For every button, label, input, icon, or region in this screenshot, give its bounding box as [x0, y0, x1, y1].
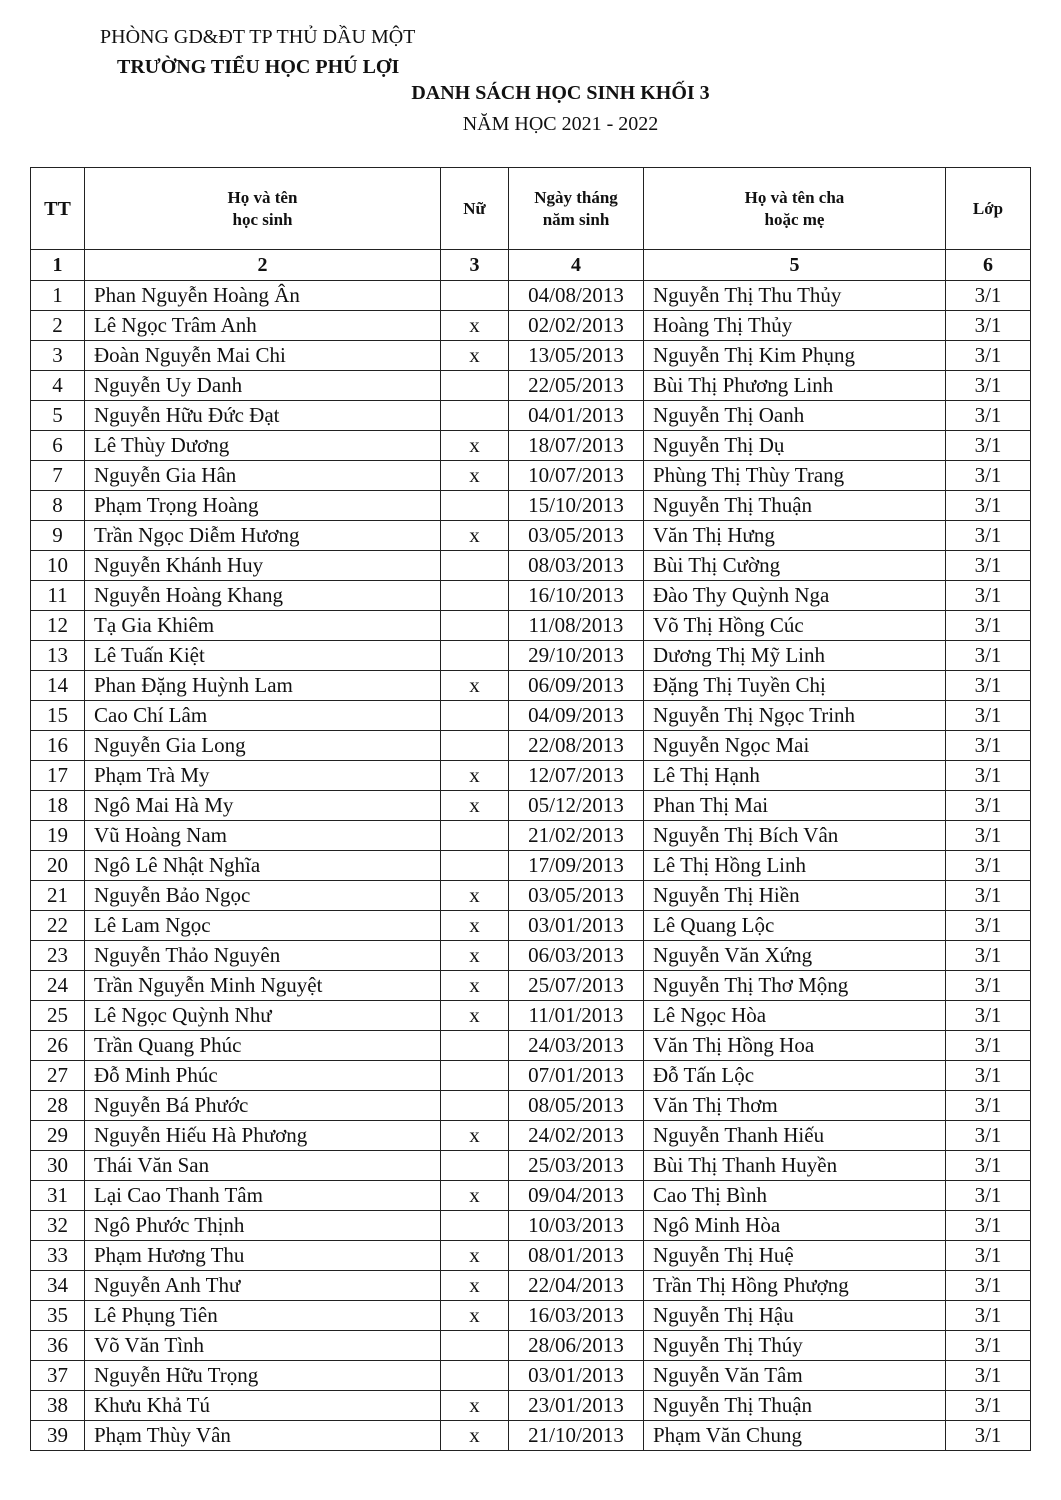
cell-female: x — [441, 971, 509, 1001]
cell-class: 3/1 — [946, 1121, 1031, 1151]
cell-female — [441, 1091, 509, 1121]
cell-class: 3/1 — [946, 461, 1031, 491]
cell-class: 3/1 — [946, 1391, 1031, 1421]
school-year: NĂM HỌC 2021 - 2022 — [462, 113, 659, 135]
cell-parent-name: Nguyễn Thị Thuận — [644, 1391, 946, 1421]
table-row — [31, 311, 1031, 341]
cell-student-name: Đỗ Minh Phúc — [85, 1061, 441, 1091]
cell-female: x — [441, 1181, 509, 1211]
cell-student-name: Lê Ngọc Quỳnh Như — [85, 1001, 441, 1031]
cell-dob: 22/04/2013 — [509, 1271, 644, 1301]
cell-tt: 17 — [31, 761, 85, 791]
cell-parent-name: Nguyễn Thị Oanh — [644, 401, 946, 431]
table-row — [31, 551, 1031, 581]
cell-class: 3/1 — [946, 1151, 1031, 1181]
cell-student-name: Lại Cao Thanh Tâm — [85, 1181, 441, 1211]
cell-student-name: Lê Phụng Tiên — [85, 1301, 441, 1331]
cell-class: 3/1 — [946, 971, 1031, 1001]
cell-tt: 34 — [31, 1271, 85, 1301]
cell-parent-name: Lê Thị Hồng Linh — [644, 851, 946, 881]
column-header-tt: TT — [31, 168, 85, 250]
cell-dob: 24/03/2013 — [509, 1031, 644, 1061]
cell-class: 3/1 — [946, 1211, 1031, 1241]
cell-dob: 10/07/2013 — [509, 461, 644, 491]
cell-student-name: Ngô Phước Thịnh — [85, 1211, 441, 1241]
cell-female: x — [441, 881, 509, 911]
table-row — [31, 761, 1031, 791]
cell-female — [441, 581, 509, 611]
cell-parent-name: Trần Thị Hồng Phượng — [644, 1271, 946, 1301]
cell-dob: 07/01/2013 — [509, 1061, 644, 1091]
cell-class: 3/1 — [946, 791, 1031, 821]
column-header-female: Nữ — [441, 168, 509, 250]
cell-class: 3/1 — [946, 1331, 1031, 1361]
cell-tt: 24 — [31, 971, 85, 1001]
cell-student-name: Cao Chí Lâm — [85, 701, 441, 731]
column-number-row — [31, 250, 1031, 281]
table-row — [31, 881, 1031, 911]
cell-female: x — [441, 791, 509, 821]
cell-parent-name: Nguyễn Thanh Hiếu — [644, 1121, 946, 1151]
cell-dob: 08/01/2013 — [509, 1241, 644, 1271]
cell-class: 3/1 — [946, 851, 1031, 881]
cell-female — [441, 401, 509, 431]
table-row — [31, 521, 1031, 551]
cell-female — [441, 731, 509, 761]
cell-tt: 33 — [31, 1241, 85, 1271]
cell-student-name: Nguyễn Uy Danh — [85, 371, 441, 401]
cell-dob: 13/05/2013 — [509, 341, 644, 371]
cell-tt: 16 — [31, 731, 85, 761]
cell-tt: 28 — [31, 1091, 85, 1121]
cell-class: 3/1 — [946, 1091, 1031, 1121]
cell-dob: 04/09/2013 — [509, 701, 644, 731]
cell-tt: 36 — [31, 1331, 85, 1361]
cell-student-name: Phạm Trọng Hoàng — [85, 491, 441, 521]
cell-student-name: Lê Tuấn Kiệt — [85, 641, 441, 671]
cell-dob: 22/05/2013 — [509, 371, 644, 401]
table-row — [31, 731, 1031, 761]
cell-dob: 16/03/2013 — [509, 1301, 644, 1331]
cell-parent-name: Dương Thị Mỹ Linh — [644, 641, 946, 671]
cell-dob: 25/03/2013 — [509, 1151, 644, 1181]
column-number: 6 — [946, 250, 1031, 281]
table-row — [31, 611, 1031, 641]
cell-parent-name: Bùi Thị Cường — [644, 551, 946, 581]
cell-tt: 38 — [31, 1391, 85, 1421]
cell-dob: 04/01/2013 — [509, 401, 644, 431]
cell-parent-name: Đào Thy Quỳnh Nga — [644, 581, 946, 611]
cell-dob: 03/05/2013 — [509, 521, 644, 551]
cell-student-name: Phạm Thùy Vân — [85, 1421, 441, 1451]
cell-student-name: Phạm Trà My — [85, 761, 441, 791]
cell-class: 3/1 — [946, 281, 1031, 311]
cell-tt: 37 — [31, 1361, 85, 1391]
cell-class: 3/1 — [946, 401, 1031, 431]
cell-parent-name: Nguyễn Thị Thu Thủy — [644, 281, 946, 311]
cell-student-name: Ngô Lê Nhật Nghĩa — [85, 851, 441, 881]
cell-female — [441, 1361, 509, 1391]
cell-parent-name: Lê Ngọc Hòa — [644, 1001, 946, 1031]
table-row — [31, 1361, 1031, 1391]
cell-dob: 29/10/2013 — [509, 641, 644, 671]
cell-female — [441, 1331, 509, 1361]
cell-parent-name: Văn Thị Hồng Hoa — [644, 1031, 946, 1061]
cell-class: 3/1 — [946, 1181, 1031, 1211]
table-row — [31, 1421, 1031, 1451]
cell-class: 3/1 — [946, 671, 1031, 701]
cell-tt: 1 — [31, 281, 85, 311]
cell-female — [441, 611, 509, 641]
cell-dob: 23/01/2013 — [509, 1391, 644, 1421]
cell-student-name: Nguyễn Hữu Đức Đạt — [85, 401, 441, 431]
cell-parent-name: Võ Thị Hồng Cúc — [644, 611, 946, 641]
cell-student-name: Lê Ngọc Trâm Anh — [85, 311, 441, 341]
table-row — [31, 1391, 1031, 1421]
cell-parent-name: Nguyễn Thị Bích Vân — [644, 821, 946, 851]
cell-female — [441, 551, 509, 581]
cell-class: 3/1 — [946, 881, 1031, 911]
cell-class: 3/1 — [946, 1361, 1031, 1391]
cell-parent-name: Nguyễn Thị Hiền — [644, 881, 946, 911]
cell-tt: 3 — [31, 341, 85, 371]
table-row — [31, 971, 1031, 1001]
cell-dob: 25/07/2013 — [509, 971, 644, 1001]
cell-dob: 28/06/2013 — [509, 1331, 644, 1361]
cell-dob: 12/07/2013 — [509, 761, 644, 791]
cell-student-name: Lê Lam Ngọc — [85, 911, 441, 941]
cell-tt: 15 — [31, 701, 85, 731]
cell-female: x — [441, 1121, 509, 1151]
cell-tt: 30 — [31, 1151, 85, 1181]
table-row — [31, 911, 1031, 941]
cell-class: 3/1 — [946, 1061, 1031, 1091]
column-header-dob: Ngày tháng năm sinh — [509, 168, 644, 250]
cell-student-name: Võ Văn Tình — [85, 1331, 441, 1361]
cell-tt: 2 — [31, 311, 85, 341]
cell-tt: 11 — [31, 581, 85, 611]
table-row — [31, 1241, 1031, 1271]
table-row — [31, 1091, 1031, 1121]
cell-female: x — [441, 431, 509, 461]
cell-student-name: Phan Nguyễn Hoàng Ân — [85, 281, 441, 311]
cell-female: x — [441, 1271, 509, 1301]
table-row — [31, 1331, 1031, 1361]
cell-tt: 5 — [31, 401, 85, 431]
cell-tt: 20 — [31, 851, 85, 881]
cell-class: 3/1 — [946, 611, 1031, 641]
cell-parent-name: Nguyễn Thị Dụ — [644, 431, 946, 461]
cell-tt: 22 — [31, 911, 85, 941]
cell-female — [441, 281, 509, 311]
cell-student-name: Nguyễn Hoàng Khang — [85, 581, 441, 611]
table-row — [31, 641, 1031, 671]
cell-dob: 21/02/2013 — [509, 821, 644, 851]
cell-class: 3/1 — [946, 731, 1031, 761]
cell-student-name: Nguyễn Khánh Huy — [85, 551, 441, 581]
cell-female: x — [441, 1301, 509, 1331]
cell-female — [441, 491, 509, 521]
cell-tt: 4 — [31, 371, 85, 401]
cell-tt: 23 — [31, 941, 85, 971]
cell-student-name: Thái Văn San — [85, 1151, 441, 1181]
cell-dob: 11/08/2013 — [509, 611, 644, 641]
cell-tt: 10 — [31, 551, 85, 581]
table-row — [31, 431, 1031, 461]
cell-dob: 08/03/2013 — [509, 551, 644, 581]
cell-parent-name: Phan Thị Mai — [644, 791, 946, 821]
cell-student-name: Trần Nguyễn Minh Nguyệt — [85, 971, 441, 1001]
cell-parent-name: Ngô Minh Hòa — [644, 1211, 946, 1241]
cell-tt: 14 — [31, 671, 85, 701]
cell-dob: 10/03/2013 — [509, 1211, 644, 1241]
department-name: PHÒNG GD&ĐT TP THỦ DẦU MỘT — [100, 26, 416, 48]
cell-dob: 08/05/2013 — [509, 1091, 644, 1121]
table-row — [31, 461, 1031, 491]
school-name: TRƯỜNG TIỂU HỌC PHÚ LỢI — [117, 56, 400, 78]
cell-student-name: Nguyễn Anh Thư — [85, 1271, 441, 1301]
cell-student-name: Nguyễn Hữu Trọng — [85, 1361, 441, 1391]
cell-parent-name: Nguyễn Thị Thúy — [644, 1331, 946, 1361]
cell-female: x — [441, 911, 509, 941]
cell-tt: 25 — [31, 1001, 85, 1031]
cell-parent-name: Lê Quang Lộc — [644, 911, 946, 941]
cell-female: x — [441, 761, 509, 791]
cell-class: 3/1 — [946, 341, 1031, 371]
table-row — [31, 941, 1031, 971]
cell-parent-name: Phùng Thị Thùy Trang — [644, 461, 946, 491]
cell-tt: 6 — [31, 431, 85, 461]
cell-dob: 02/02/2013 — [509, 311, 644, 341]
cell-class: 3/1 — [946, 821, 1031, 851]
cell-class: 3/1 — [946, 311, 1031, 341]
student-list-table — [30, 167, 1031, 1451]
cell-parent-name: Văn Thị Hưng — [644, 521, 946, 551]
cell-tt: 29 — [31, 1121, 85, 1151]
cell-parent-name: Cao Thị Bình — [644, 1181, 946, 1211]
cell-tt: 27 — [31, 1061, 85, 1091]
cell-dob: 06/09/2013 — [509, 671, 644, 701]
cell-dob: 03/01/2013 — [509, 1361, 644, 1391]
table-row — [31, 791, 1031, 821]
cell-parent-name: Hoàng Thị Thủy — [644, 311, 946, 341]
cell-tt: 21 — [31, 881, 85, 911]
table-row — [31, 1121, 1031, 1151]
cell-class: 3/1 — [946, 761, 1031, 791]
cell-class: 3/1 — [946, 431, 1031, 461]
cell-female: x — [441, 1001, 509, 1031]
table-row — [31, 1031, 1031, 1061]
cell-parent-name: Đỗ Tấn Lộc — [644, 1061, 946, 1091]
cell-class: 3/1 — [946, 911, 1031, 941]
cell-parent-name: Nguyễn Thị Huệ — [644, 1241, 946, 1271]
cell-female — [441, 641, 509, 671]
cell-female — [441, 851, 509, 881]
table-row — [31, 1271, 1031, 1301]
cell-class: 3/1 — [946, 941, 1031, 971]
table-row — [31, 1301, 1031, 1331]
cell-dob: 05/12/2013 — [509, 791, 644, 821]
cell-parent-name: Đặng Thị Tuyền Chị — [644, 671, 946, 701]
cell-class: 3/1 — [946, 551, 1031, 581]
cell-female: x — [441, 1241, 509, 1271]
column-header-parent-name: Họ và tên cha hoặc mẹ — [644, 168, 946, 250]
cell-student-name: Đoàn Nguyễn Mai Chi — [85, 341, 441, 371]
column-header-class: Lớp — [946, 168, 1031, 250]
cell-dob: 17/09/2013 — [509, 851, 644, 881]
cell-student-name: Trần Quang Phúc — [85, 1031, 441, 1061]
cell-parent-name: Lê Thị Hạnh — [644, 761, 946, 791]
cell-student-name: Phạm Hương Thu — [85, 1241, 441, 1271]
cell-female — [441, 701, 509, 731]
cell-tt: 13 — [31, 641, 85, 671]
cell-parent-name: Nguyễn Thị Thuận — [644, 491, 946, 521]
cell-dob: 03/05/2013 — [509, 881, 644, 911]
cell-tt: 39 — [31, 1421, 85, 1451]
cell-parent-name: Nguyễn Văn Tâm — [644, 1361, 946, 1391]
column-number: 3 — [441, 250, 509, 281]
cell-parent-name: Nguyễn Ngọc Mai — [644, 731, 946, 761]
cell-female — [441, 1031, 509, 1061]
cell-female: x — [441, 671, 509, 701]
cell-female: x — [441, 341, 509, 371]
cell-class: 3/1 — [946, 1031, 1031, 1061]
cell-student-name: Phan Đặng Huỳnh Lam — [85, 671, 441, 701]
table-row — [31, 371, 1031, 401]
cell-parent-name: Văn Thị Thơm — [644, 1091, 946, 1121]
table-row — [31, 341, 1031, 371]
cell-student-name: Nguyễn Hiếu Hà Phương — [85, 1121, 441, 1151]
table-row — [31, 821, 1031, 851]
cell-parent-name: Nguyễn Thị Thơ Mộng — [644, 971, 946, 1001]
cell-tt: 7 — [31, 461, 85, 491]
table-row — [31, 671, 1031, 701]
cell-class: 3/1 — [946, 701, 1031, 731]
cell-dob: 11/01/2013 — [509, 1001, 644, 1031]
cell-tt: 19 — [31, 821, 85, 851]
cell-class: 3/1 — [946, 581, 1031, 611]
table-row — [31, 851, 1031, 881]
table-row — [31, 1061, 1031, 1091]
table-row — [31, 701, 1031, 731]
column-number: 5 — [644, 250, 946, 281]
table-row — [31, 491, 1031, 521]
cell-dob: 06/03/2013 — [509, 941, 644, 971]
cell-female: x — [441, 941, 509, 971]
cell-dob: 24/02/2013 — [509, 1121, 644, 1151]
cell-dob: 16/10/2013 — [509, 581, 644, 611]
cell-female: x — [441, 1421, 509, 1451]
cell-female — [441, 1211, 509, 1241]
cell-class: 3/1 — [946, 641, 1031, 671]
cell-female — [441, 371, 509, 401]
cell-dob: 21/10/2013 — [509, 1421, 644, 1451]
cell-dob: 04/08/2013 — [509, 281, 644, 311]
cell-female — [441, 1151, 509, 1181]
cell-dob: 18/07/2013 — [509, 431, 644, 461]
cell-student-name: Khưu Khả Tú — [85, 1391, 441, 1421]
cell-student-name: Tạ Gia Khiêm — [85, 611, 441, 641]
cell-female — [441, 821, 509, 851]
cell-dob: 09/04/2013 — [509, 1181, 644, 1211]
cell-class: 3/1 — [946, 1241, 1031, 1271]
cell-dob: 15/10/2013 — [509, 491, 644, 521]
cell-class: 3/1 — [946, 491, 1031, 521]
cell-student-name: Vũ Hoàng Nam — [85, 821, 441, 851]
cell-tt: 35 — [31, 1301, 85, 1331]
cell-class: 3/1 — [946, 371, 1031, 401]
cell-student-name: Trần Ngọc Diễm Hương — [85, 521, 441, 551]
cell-tt: 31 — [31, 1181, 85, 1211]
cell-female: x — [441, 311, 509, 341]
cell-tt: 9 — [31, 521, 85, 551]
cell-class: 3/1 — [946, 1001, 1031, 1031]
cell-class: 3/1 — [946, 521, 1031, 551]
table-row — [31, 401, 1031, 431]
cell-dob: 03/01/2013 — [509, 911, 644, 941]
cell-class: 3/1 — [946, 1271, 1031, 1301]
column-number: 4 — [509, 250, 644, 281]
cell-student-name: Nguyễn Gia Long — [85, 731, 441, 761]
cell-tt: 32 — [31, 1211, 85, 1241]
cell-student-name: Nguyễn Bảo Ngọc — [85, 881, 441, 911]
cell-class: 3/1 — [946, 1301, 1031, 1331]
cell-student-name: Nguyễn Bá Phước — [85, 1091, 441, 1121]
cell-tt: 12 — [31, 611, 85, 641]
cell-female: x — [441, 461, 509, 491]
cell-student-name: Lê Thùy Dương — [85, 431, 441, 461]
cell-student-name: Nguyễn Thảo Nguyên — [85, 941, 441, 971]
cell-parent-name: Phạm Văn Chung — [644, 1421, 946, 1451]
cell-female: x — [441, 521, 509, 551]
cell-dob: 22/08/2013 — [509, 731, 644, 761]
table-row — [31, 1151, 1031, 1181]
cell-student-name: Ngô Mai Hà My — [85, 791, 441, 821]
cell-parent-name: Nguyễn Thị Ngọc Trinh — [644, 701, 946, 731]
document-title: DANH SÁCH HỌC SINH KHỐI 3 — [411, 82, 710, 104]
column-header-row — [31, 168, 1031, 250]
table-row — [31, 1001, 1031, 1031]
table-row — [31, 1211, 1031, 1241]
cell-parent-name: Nguyễn Văn Xứng — [644, 941, 946, 971]
cell-female: x — [441, 1391, 509, 1421]
cell-parent-name: Bùi Thị Phương Linh — [644, 371, 946, 401]
cell-parent-name: Nguyễn Thị Hậu — [644, 1301, 946, 1331]
cell-student-name: Nguyễn Gia Hân — [85, 461, 441, 491]
cell-parent-name: Nguyễn Thị Kim Phụng — [644, 341, 946, 371]
table-row — [31, 281, 1031, 311]
cell-tt: 18 — [31, 791, 85, 821]
column-number: 2 — [85, 250, 441, 281]
cell-female — [441, 1061, 509, 1091]
cell-class: 3/1 — [946, 1421, 1031, 1451]
table-row — [31, 581, 1031, 611]
column-header-student-name: Họ và tên học sinh — [85, 168, 441, 250]
cell-parent-name: Bùi Thị Thanh Huyền — [644, 1151, 946, 1181]
cell-tt: 8 — [31, 491, 85, 521]
column-number: 1 — [31, 250, 85, 281]
table-row — [31, 1181, 1031, 1211]
cell-tt: 26 — [31, 1031, 85, 1061]
